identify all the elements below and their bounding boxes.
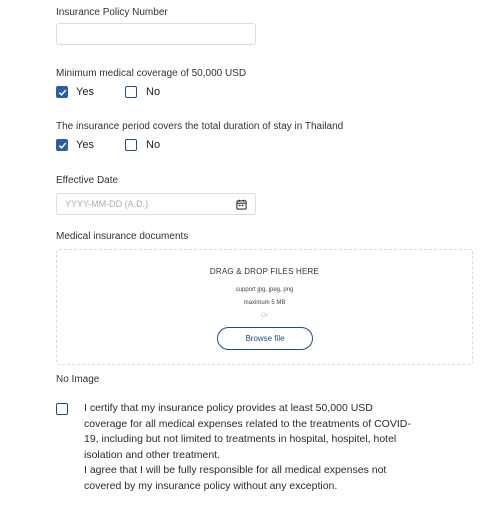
- certify-line: covered by my insurance policy without any exception.: [84, 479, 338, 492]
- min-coverage-label: Minimum medical coverage of 50,000 USD: [56, 68, 247, 79]
- min-coverage-no-label: No: [146, 86, 161, 98]
- period-no-label: No: [146, 139, 161, 151]
- calendar-icon[interactable]: [236, 199, 247, 210]
- file-dropzone[interactable]: [56, 249, 473, 365]
- period-no-option[interactable]: [125, 139, 160, 151]
- policy-number-label: Insurance Policy Number: [56, 7, 168, 18]
- effective-date-label: Effective Date: [56, 175, 119, 186]
- certify-line: I certify that my insurance policy provides at least 50,000 USD: [84, 402, 373, 414]
- certify-line: 19, including but not limited to treatments in hospital, hospitel, hotel: [84, 433, 397, 446]
- period-yes-checkbox[interactable]: [56, 139, 68, 151]
- certify-line: coverage for all medical expenses related to the treatments of COVID-: [84, 417, 411, 430]
- period-yes-label: Yes: [76, 139, 94, 151]
- no-image-text: No Image: [56, 374, 100, 385]
- min-coverage-yes-checkbox[interactable]: [56, 86, 68, 98]
- period-no-checkbox[interactable]: [125, 139, 137, 151]
- certify-line: I agree that I will be fully responsible for all medical expenses not: [84, 464, 387, 477]
- min-coverage-yes-option[interactable]: [56, 86, 94, 98]
- effective-date-input[interactable]: [56, 193, 256, 215]
- min-coverage-yes-label: Yes: [76, 86, 94, 98]
- min-coverage-no-option[interactable]: [125, 86, 160, 98]
- max-size-text: maximum 5 MB: [243, 300, 286, 306]
- drop-title: DRAG & DROP FILES HERE: [209, 267, 320, 276]
- period-label: The insurance period covers the total duration of stay in Thailand: [56, 121, 344, 132]
- policy-number-input[interactable]: [56, 23, 256, 45]
- period-yes-option[interactable]: [56, 139, 94, 151]
- certify-line: isolation and other treatment.: [84, 448, 220, 461]
- documents-label: Medical insurance documents: [56, 231, 189, 242]
- support-text: support jpg, jpeg, png: [235, 287, 294, 293]
- or-separator: Or: [261, 313, 268, 319]
- checkmark-icon: [58, 88, 67, 97]
- checkmark-icon: [58, 141, 67, 150]
- effective-date-placeholder: YYYY-MM-DD (A.D.): [65, 199, 149, 209]
- min-coverage-no-checkbox[interactable]: [125, 86, 137, 98]
- certify-checkbox[interactable]: [56, 403, 68, 415]
- certify-statement[interactable]: [84, 401, 484, 495]
- browse-file-button[interactable]: Browse file: [217, 327, 313, 350]
